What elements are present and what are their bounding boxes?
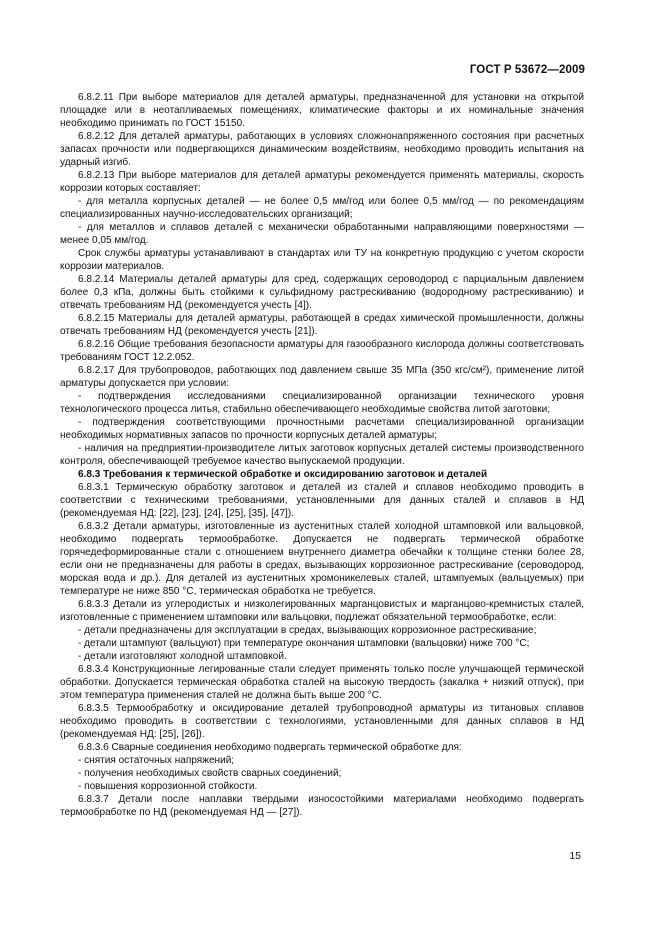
list-item: - детали предназначены для эксплуатации в средах, вызывающих коррозионное растрескивание; — [78, 625, 537, 636]
list-item: - для металлов и сплавов деталей с механически обработанными направляющими поверхностями — менее 0,05 мм/год. — [60, 222, 584, 246]
list-item: - детали изготовляют холодной штамповкой. — [78, 651, 287, 662]
list-item: - снятия остаточных напряжений; — [78, 755, 235, 766]
paragraph-6-8-2-14: 6.8.2.14 Материалы деталей арматуры для сред, содержащих сероводород с парциальным давлением более 0,3 кПа, должны быть стойкими к сульфидному растрескиванию (водородному растрескиванию) и отвечать требованиям НД (рекомендуется учесть [4]). — [60, 274, 584, 311]
list-item: - подтверждения исследованиями специализированной организации технического уровня технологического процесса литья, стабильно обеспечивающего необходимые свойства литой заготовки; — [60, 391, 584, 415]
paragraph-6-8-3-1: 6.8.3.1 Термическую обработку заготовок и деталей из сталей и сплавов необходимо проводить в соответствии с техническими требованиями, установленными для данных сталей и сплавов в НД (рекомендуемая НД: [22], [23], [24], [25], [35], [47]). — [60, 482, 584, 519]
paragraph-6-8-2-13: 6.8.2.13 При выборе материалов для деталей арматуры рекомендуется применять материалы, скорость коррозии которых составляет: — [60, 170, 584, 194]
paragraph-6-8-3-7: 6.8.3.7 Детали после наплавки твердыми износостойкими материалами необходимо подвергать термообработке по НД (рекомендуемая НД — [27]). — [60, 794, 584, 818]
document-body — [60, 91, 584, 819]
list-item: - получения необходимых свойств сварных соединений; — [78, 768, 342, 779]
list-item: - повышения коррозионной стойкости. — [78, 781, 258, 792]
paragraph-6-8-3-5: 6.8.3.5 Термообработку и оксидирование деталей трубопроводной арматуры из титановых сплавов необходимо проводить в соответствии с технологиями, установленными для данных сплавов в НД (рекомендуемая НД: [25], [26]). — [60, 703, 584, 740]
paragraph-6-8-2-12: 6.8.2.12 Для деталей арматуры, работающих в условиях сложнонапряженного состояния при расчетных запасах прочности или подвергающихся динамическим воздействиям, необходимо проводить испытания на ударный изгиб. — [60, 131, 584, 168]
list-item: - наличия на предприятии-производителе литых заготовок корпусных деталей системы производственного контроля, обеспечивающей требуемое качество выпускаемой продукции. — [60, 443, 584, 467]
paragraph-6-8-3-6: 6.8.3.6 Сварные соединения необходимо подвергать термической обработке для: — [78, 742, 462, 753]
paragraph-6-8-3-3: 6.8.3.3 Детали из углеродистых и низколегированных марганцовистых и марганцово-кремнистых сталей, изготовленные с применением штамповки или вальцовки, подлежат обязательной термообработке, если: — [60, 599, 584, 623]
page-number: 15 — [569, 850, 581, 862]
list-item: - подтверждения соответствующими прочностными расчетами специализированной организации необходимых нормативных запасов по прочности корпусных деталей арматуры; — [60, 417, 584, 441]
paragraph-6-8-2-17: 6.8.2.17 Для трубопроводов, работающих под давлением свыше 35 МПа (350 кгс/см²), применение литой арматуры допускается при условии: — [60, 365, 584, 389]
list-item: - для металла корпусных деталей — не более 0,5 мм/год или более 0,5 мм/год — по рекомендациям специализированных научно-исследовательских организаций; — [60, 196, 584, 220]
list-item: - детали штампуют (вальцуют) при температуре окончания штамповки (вальцовки) ниже 700 °С; — [78, 638, 530, 649]
paragraph-6-8-3-4: 6.8.3.4 Конструкционные легированные стали следует применять только после улучшающей термической обработки. Допускается термическая обработка сталей на высокую твердость (закалка + низкий отпуск), при этом температура применения сталей не должна быть выше 200 °С. — [60, 664, 584, 701]
paragraph: Срок службы арматуры устанавливают в стандартах или ТУ на конкретную продукцию с учетом скорости коррозии материалов. — [60, 248, 584, 272]
paragraph-6-8-3-2: 6.8.3.2 Детали арматуры, изготовленные из аустенитных сталей холодной штамповкой или вальцовкой, необходимо подвергать термообработке. Допускается не подвергать термической обработке горячедеформированные стали с отношением внутреннего диаметра обечайки к толщине стенки более 28, если они не предназначены для работы в средах, вызывающих коррозионное растрескивание (сероводород, морская вода и др.). Для деталей из аустенитных хромоникелевых сталей, штампуемых (вальцуемых) при температуре не ниже 850 °С, термическая обработка не требуется. — [60, 521, 584, 597]
document-header: ГОСТ Р 53672—2009 — [469, 64, 585, 76]
section-heading-6-8-3: 6.8.3 Требования к термической обработке и оксидированию заготовок и деталей — [78, 469, 488, 480]
paragraph-6-8-2-16: 6.8.2.16 Общие требования безопасности арматуры для газообразного кислорода должны соответствовать требованиям ГОСТ 12.2.052. — [60, 339, 584, 363]
paragraph-6-8-2-11: 6.8.2.11 При выборе материалов для деталей арматуры, предназначенной для установки на открытой площадке или в неотапливаемых помещениях, климатические факторы и их номинальные значения необходимо принимать по ГОСТ 15150. — [60, 92, 584, 129]
paragraph-6-8-2-15: 6.8.2.15 Материалы для деталей арматуры, работающей в средах химической промышленности, должны отвечать требованиям НД (рекомендуется учесть [21]). — [60, 313, 584, 337]
